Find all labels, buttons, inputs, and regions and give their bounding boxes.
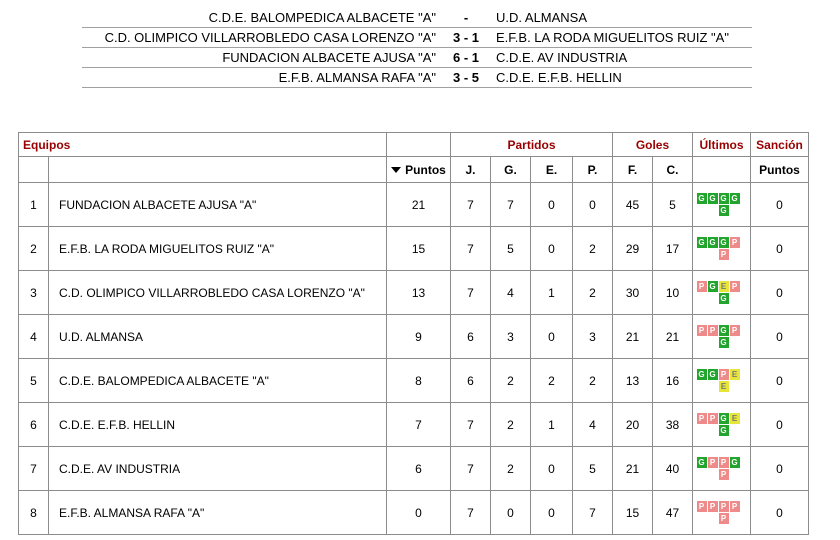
form-badge: P [719, 457, 729, 468]
played: 7 [451, 183, 491, 227]
goals-for: 15 [613, 491, 653, 535]
form-badge: G [720, 237, 727, 247]
form-badge: P [697, 501, 707, 512]
lost: 7 [573, 491, 613, 535]
form-badges [697, 369, 747, 393]
form-badge: G [720, 425, 727, 435]
goals-for: 30 [613, 271, 653, 315]
form-badge: E [719, 381, 729, 392]
sanction-points: 0 [751, 447, 809, 491]
lost: 2 [573, 227, 613, 271]
form-badge: G [720, 413, 727, 423]
form-badge: G [709, 237, 716, 247]
header-j[interactable]: J. [451, 157, 491, 183]
header-g[interactable]: G. [491, 157, 531, 183]
played: 7 [451, 227, 491, 271]
form-badge: E [730, 413, 740, 424]
goals-for: 13 [613, 359, 653, 403]
last-results [693, 183, 751, 227]
header-e[interactable]: E. [531, 157, 573, 183]
header-sancion: Sanción [751, 133, 809, 157]
form-badge: P [730, 325, 740, 336]
match-home-team: C.D.E. BALOMPEDICA ALBACETE "A" [208, 10, 436, 25]
team-name[interactable]: FUNDACION ALBACETE AJUSA "A" [49, 183, 387, 227]
table-row [19, 447, 809, 491]
sort-down-icon [391, 167, 401, 173]
match-home-team: FUNDACION ALBACETE AJUSA "A" [222, 50, 436, 65]
goals-against: 40 [653, 447, 693, 491]
form-badges [697, 193, 747, 217]
form-badge: P [730, 237, 740, 248]
goals-for: 21 [613, 447, 653, 491]
match-home-team: C.D. OLIMPICO VILLARROBLEDO CASA LORENZO "A" [104, 30, 436, 45]
match-score: 3 - 5 [452, 70, 479, 85]
goals-for: 45 [613, 183, 653, 227]
form-badge: P [697, 281, 707, 292]
won: 2 [491, 403, 531, 447]
sanction-points: 0 [751, 183, 809, 227]
form-badge: P [719, 469, 729, 480]
last-results [693, 271, 751, 315]
goals-against: 38 [653, 403, 693, 447]
table-row [19, 271, 809, 315]
match-score: 3 - 1 [452, 30, 479, 45]
goals-for: 21 [613, 315, 653, 359]
last-results [693, 491, 751, 535]
points: 7 [387, 403, 451, 447]
won: 4 [491, 271, 531, 315]
won: 5 [491, 227, 531, 271]
points: 6 [387, 447, 451, 491]
form-badge: G [709, 281, 716, 291]
form-badge: P [697, 413, 707, 424]
form-badge: G [731, 193, 738, 203]
drawn: 1 [531, 403, 573, 447]
position: 7 [19, 447, 49, 491]
team-name[interactable]: C.D.E. AV INDUSTRIA [49, 447, 387, 491]
match-home-team: E.F.B. ALMANSA RAFA "A" [278, 70, 436, 85]
drawn: 0 [531, 491, 573, 535]
form-badge: P [730, 501, 740, 512]
last-results [693, 403, 751, 447]
form-badge: P [708, 325, 718, 336]
header-goles: Goles [613, 133, 693, 157]
header-partidos: Partidos [451, 133, 613, 157]
goals-against: 21 [653, 315, 693, 359]
played: 7 [451, 447, 491, 491]
table-row [19, 315, 809, 359]
table-row [19, 227, 809, 271]
form-badge: G [720, 193, 727, 203]
form-badge: G [709, 193, 716, 203]
form-badge: G [709, 369, 716, 379]
points: 15 [387, 227, 451, 271]
lost: 3 [573, 315, 613, 359]
played: 7 [451, 403, 491, 447]
won: 3 [491, 315, 531, 359]
form-badge: P [697, 325, 707, 336]
form-badge: P [719, 249, 729, 260]
lost: 2 [573, 271, 613, 315]
form-badge: P [708, 501, 718, 512]
points: 9 [387, 315, 451, 359]
goals-against: 16 [653, 359, 693, 403]
form-badges [697, 325, 747, 349]
match-row[interactable] [82, 68, 752, 88]
position: 5 [19, 359, 49, 403]
form-badges [697, 237, 747, 261]
drawn: 1 [531, 271, 573, 315]
form-badge: G [720, 293, 727, 303]
position: 2 [19, 227, 49, 271]
match-away-team: U.D. ALMANSA [496, 10, 588, 25]
drawn: 0 [531, 227, 573, 271]
form-badge: G [698, 369, 705, 379]
sanction-points: 0 [751, 491, 809, 535]
won: 2 [491, 447, 531, 491]
match-score: 6 - 1 [452, 50, 479, 65]
sanction-points: 0 [751, 271, 809, 315]
last-results [693, 227, 751, 271]
position: 3 [19, 271, 49, 315]
match-row[interactable] [82, 8, 752, 28]
match-away-team: E.F.B. LA RODA MIGUELITOS RUIZ "A" [496, 30, 729, 45]
position: 8 [19, 491, 49, 535]
goals-for: 20 [613, 403, 653, 447]
sanction-points: 0 [751, 315, 809, 359]
team-name[interactable]: C.D. OLIMPICO VILLARROBLEDO CASA LORENZO "A" [49, 271, 387, 315]
header-p[interactable]: P. [573, 157, 613, 183]
team-name[interactable]: C.D.E. E.F.B. HELLIN [49, 403, 387, 447]
header-equipos: Equipos [19, 133, 387, 157]
played: 7 [451, 491, 491, 535]
position: 6 [19, 403, 49, 447]
form-badge: E [719, 281, 729, 292]
points: 13 [387, 271, 451, 315]
header-c[interactable]: C. [653, 157, 693, 183]
table-row [19, 491, 809, 535]
match-row[interactable] [82, 48, 752, 68]
won: 0 [491, 491, 531, 535]
form-badge: G [720, 205, 727, 215]
header-puntos: Puntos [405, 162, 446, 177]
match-score: - [463, 10, 469, 25]
team-name[interactable]: C.D.E. BALOMPEDICA ALBACETE "A" [49, 359, 387, 403]
form-badge: P [719, 501, 729, 512]
last-results [693, 447, 751, 491]
lost: 4 [573, 403, 613, 447]
team-name[interactable]: U.D. ALMANSA [49, 315, 387, 359]
form-badge: P [719, 369, 729, 380]
points: 21 [387, 183, 451, 227]
match-results [82, 8, 752, 88]
header-ultimos: Últimos [693, 133, 751, 157]
team-name[interactable]: E.F.B. LA RODA MIGUELITOS RUIZ "A" [49, 227, 387, 271]
sanction-points: 0 [751, 359, 809, 403]
form-badge: G [720, 325, 727, 335]
sort-puntos[interactable] [387, 157, 451, 183]
won: 2 [491, 359, 531, 403]
table-row [19, 359, 809, 403]
goals-against: 5 [653, 183, 693, 227]
points: 8 [387, 359, 451, 403]
header-sancion-puntos: Puntos [751, 157, 809, 183]
standings-table [18, 132, 809, 535]
drawn: 0 [531, 447, 573, 491]
form-badge: G [720, 337, 727, 347]
table-row [19, 183, 809, 227]
match-row[interactable] [82, 28, 752, 48]
form-badge: P [719, 513, 729, 524]
goals-for: 29 [613, 227, 653, 271]
match-away-team: C.D.E. E.F.B. HELLIN [496, 70, 622, 85]
form-badge: P [708, 457, 718, 468]
form-badge: G [698, 237, 705, 247]
form-badges [697, 501, 747, 525]
played: 7 [451, 271, 491, 315]
table-row [19, 403, 809, 447]
won: 7 [491, 183, 531, 227]
played: 6 [451, 359, 491, 403]
goals-against: 47 [653, 491, 693, 535]
form-badges [697, 457, 747, 481]
form-badges [697, 413, 747, 437]
played: 6 [451, 315, 491, 359]
goals-against: 10 [653, 271, 693, 315]
drawn: 0 [531, 183, 573, 227]
lost: 2 [573, 359, 613, 403]
last-results [693, 359, 751, 403]
team-name[interactable]: E.F.B. ALMANSA RAFA "A" [49, 491, 387, 535]
sanction-points: 0 [751, 403, 809, 447]
form-badge: G [731, 457, 738, 467]
form-badge: P [708, 413, 718, 424]
drawn: 2 [531, 359, 573, 403]
position: 1 [19, 183, 49, 227]
goals-against: 17 [653, 227, 693, 271]
lost: 5 [573, 447, 613, 491]
drawn: 0 [531, 315, 573, 359]
sanction-points: 0 [751, 227, 809, 271]
points: 0 [387, 491, 451, 535]
lost: 0 [573, 183, 613, 227]
form-badge: E [730, 369, 740, 380]
last-results [693, 315, 751, 359]
position: 4 [19, 315, 49, 359]
form-badge: G [698, 457, 705, 467]
header-f[interactable]: F. [613, 157, 653, 183]
form-badge: P [730, 281, 740, 292]
form-badge: G [698, 193, 705, 203]
match-away-team: C.D.E. AV INDUSTRIA [496, 50, 628, 65]
form-badges [697, 281, 747, 305]
